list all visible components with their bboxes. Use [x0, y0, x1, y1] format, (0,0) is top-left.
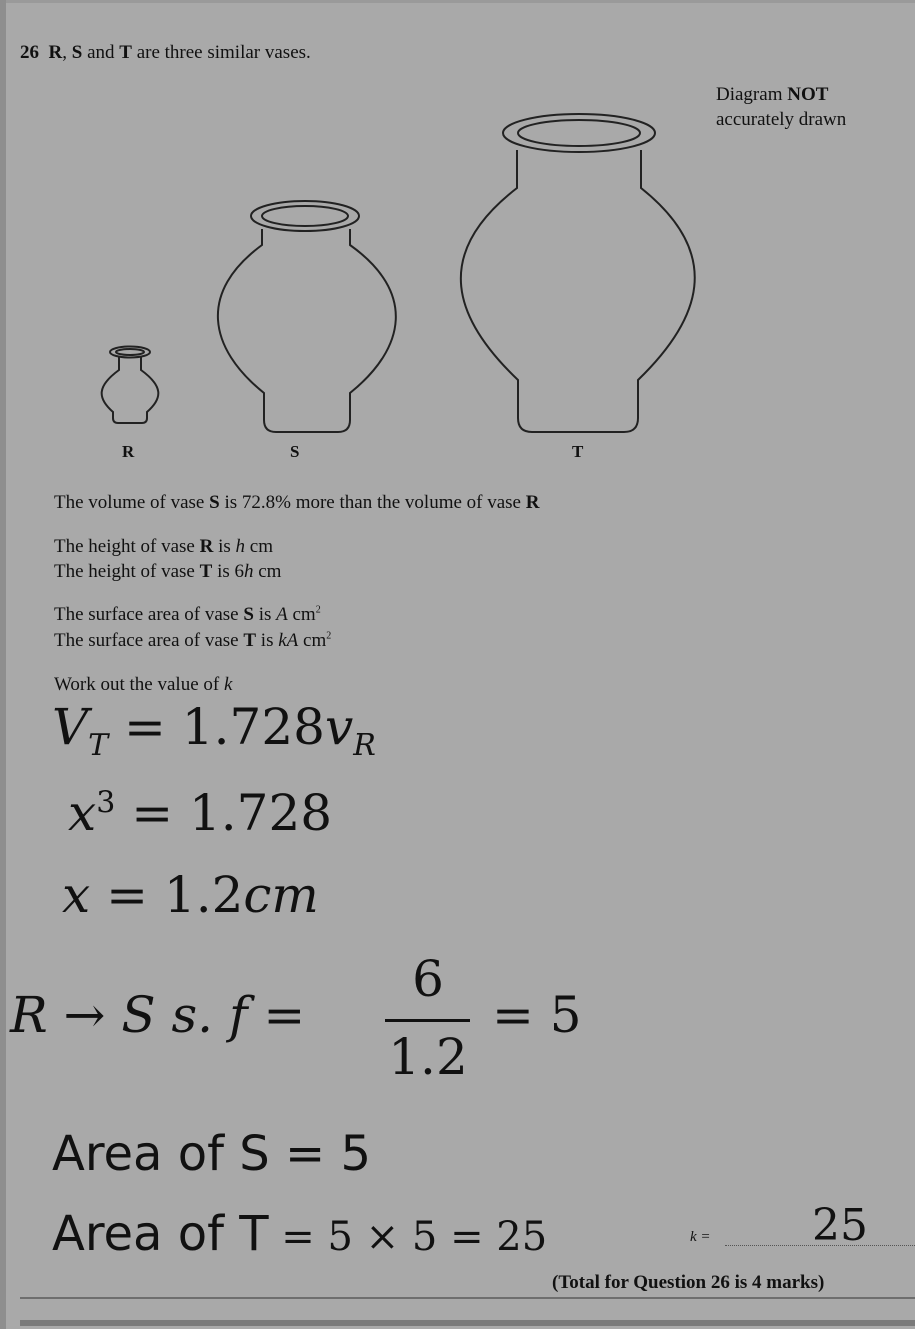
- fraction-bar: [385, 1019, 470, 1022]
- vase-r: [102, 347, 159, 424]
- question-heading: 26 R, S and T are three similar vases.: [20, 42, 311, 63]
- divider-line: [20, 1297, 915, 1299]
- answer-label: k =: [690, 1229, 711, 1245]
- height-r-statement: The height of vase R is h cm: [54, 536, 274, 557]
- height-t-statement: The height of vase T is 6h cm: [54, 561, 282, 582]
- page-bottom-rule: [20, 1320, 915, 1326]
- working-line-4: R → S s. f =: [10, 986, 306, 1044]
- volume-statement: The volume of vase S is 72.8% more than the volume of vase R: [54, 492, 540, 513]
- working-line-3: x = 1.2cm: [62, 866, 319, 924]
- vases-diagram: [0, 0, 915, 470]
- task-statement: Work out the value of k: [54, 674, 233, 695]
- diagram-note: Diagram NOT accurately drawn: [716, 84, 847, 130]
- vase-label-s: S: [290, 442, 300, 461]
- total-marks: (Total for Question 26 is 4 marks): [552, 1272, 825, 1293]
- fraction-numerator: 6: [412, 950, 444, 1008]
- fraction-denominator: 1.2: [388, 1028, 468, 1086]
- working-line-4-result: = 5: [492, 986, 582, 1044]
- working-line-1: $V_T = 1.728v_R$: [52, 698, 376, 763]
- area-t-statement: The surface area of vase T is kA $cm^2$: [54, 630, 332, 651]
- handwritten-area-t: Area of T = 5 × 5 = 25: [52, 1206, 548, 1262]
- vase-s: [218, 201, 396, 432]
- question-number: 26: [20, 42, 39, 63]
- answer-value: 25: [812, 1200, 868, 1251]
- vase-t: [461, 114, 695, 432]
- vase-label-t: T: [572, 442, 584, 461]
- vase-label-r: R: [122, 442, 135, 461]
- handwritten-area-s: Area of S = 5: [52, 1126, 371, 1182]
- working-line-2: $x^3 = 1.728$: [68, 784, 333, 842]
- area-s-statement: The surface area of vase S is A $cm^2$: [54, 604, 321, 625]
